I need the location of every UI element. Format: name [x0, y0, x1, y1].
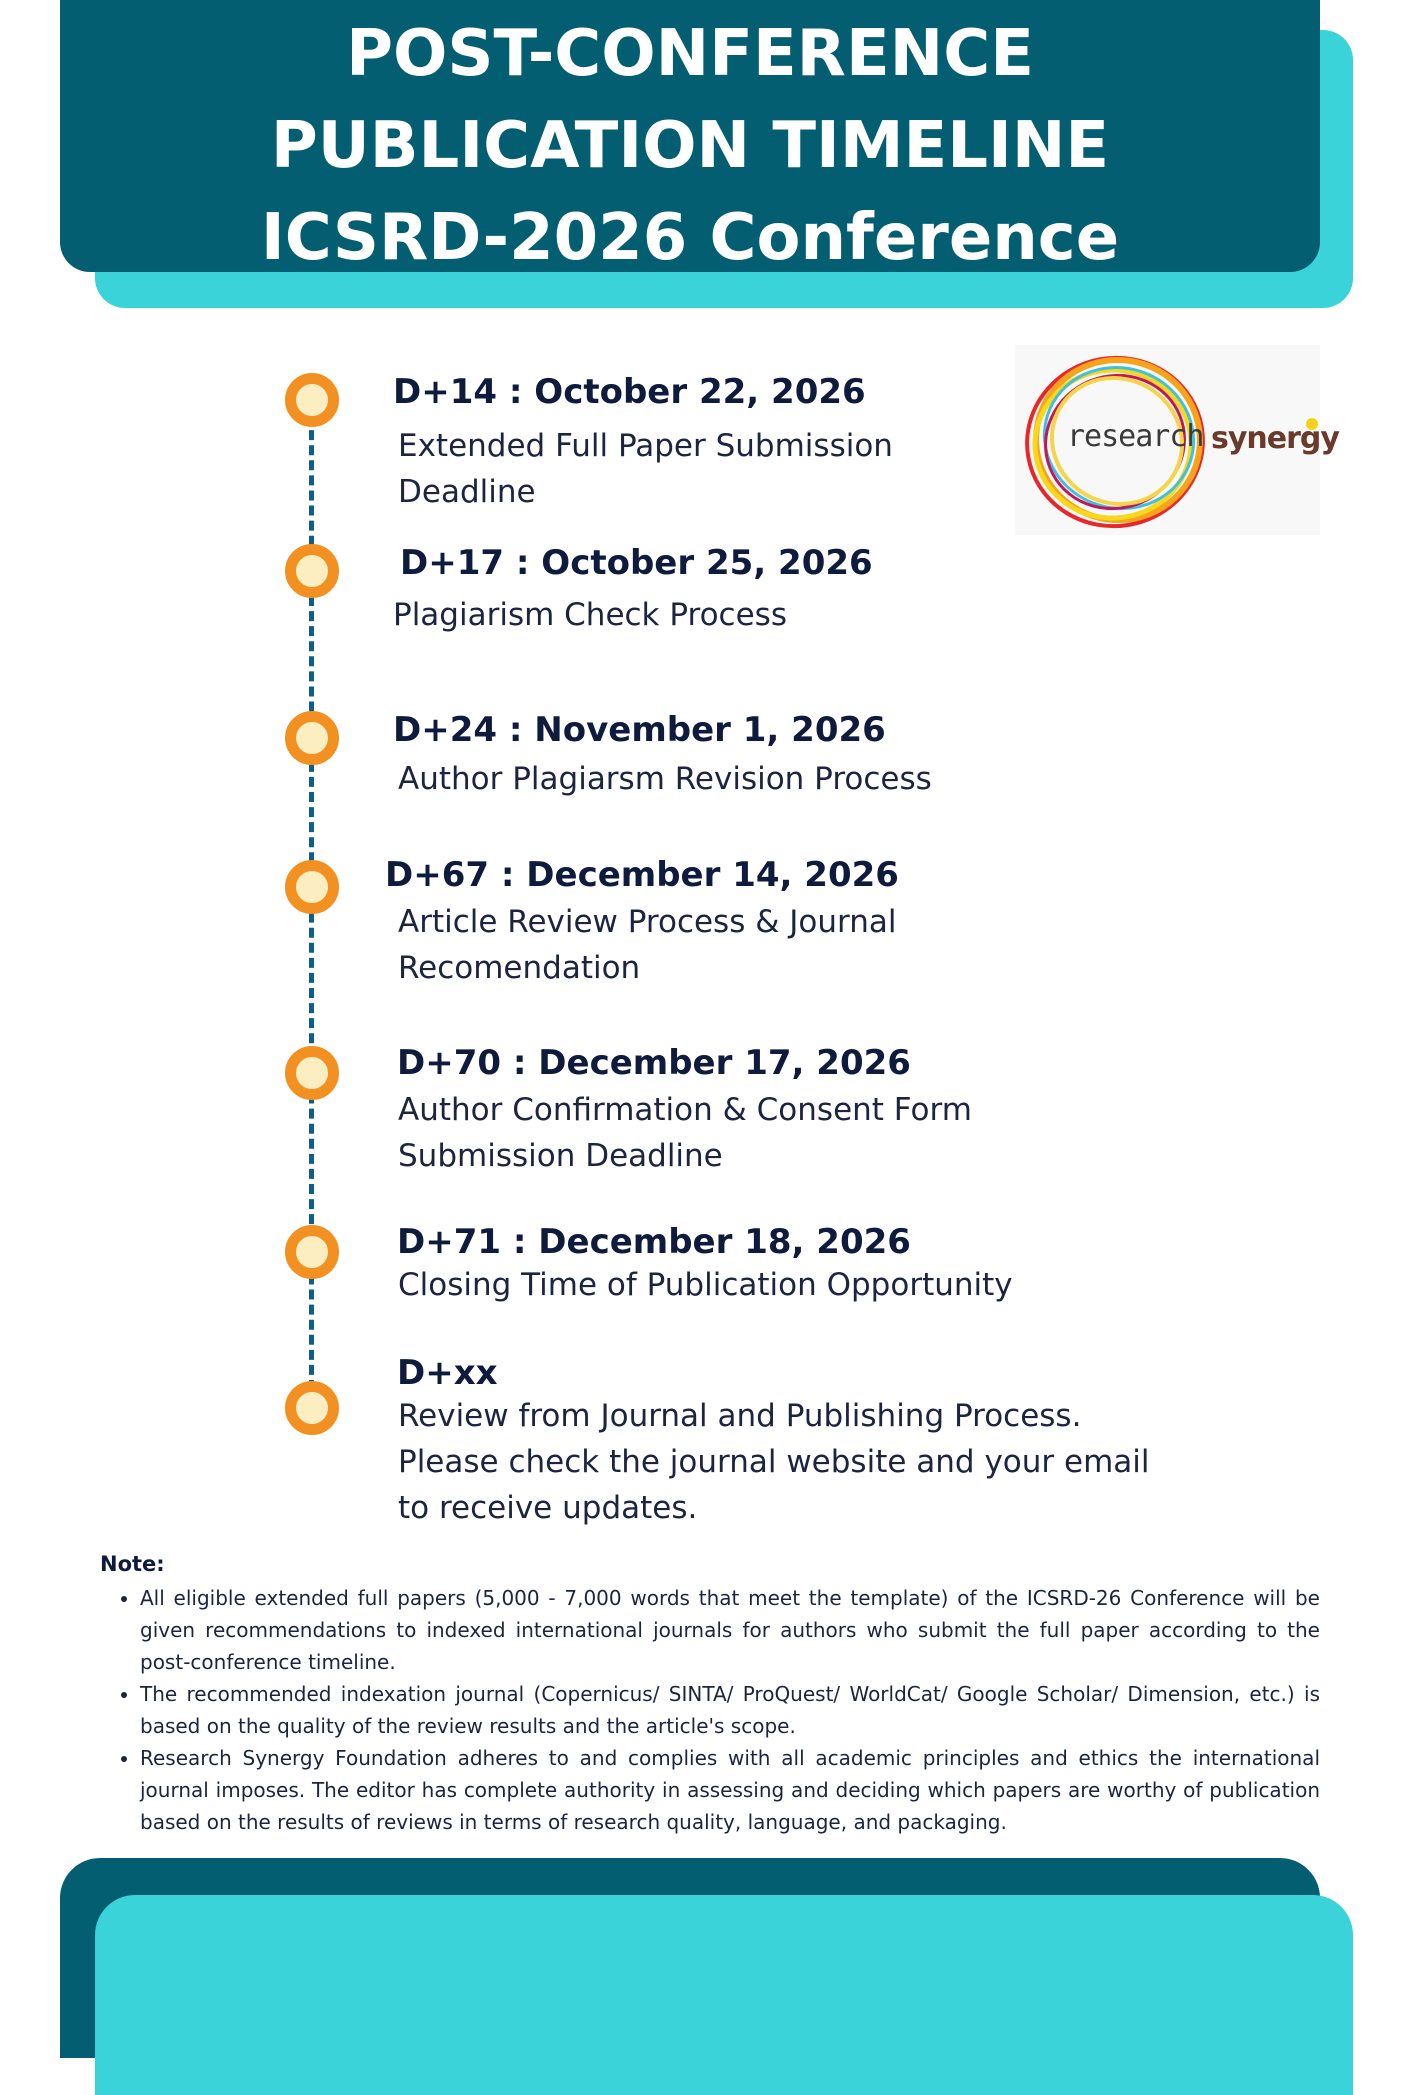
timeline-desc: Author Plagiarsm Revision Process: [398, 761, 932, 797]
note-item: • All eligible extended full papers (5,000 - 7,000 words that meet the template) of the ICSRD-26 Conference will be given recommendations to indexed international journals for authors who submit the full paper according to the post-conference timeline.: [140, 1582, 1320, 1678]
note-item: • The recommended indexation journal (Copernicus/ SINTA/ ProQuest/ WorldCat/ Google Scholar/ Dimension, etc.) is based on the quality of the review results and the article's scope.: [140, 1678, 1320, 1742]
logo-word-research: research: [1067, 419, 1204, 454]
note-item: • Research Synergy Foundation adheres to and complies with all academic principles and ethics the international journal imposes. The editor has complete authority in assessing and deciding which papers are worthy of publication based on the results of reviews in terms of research quality, language, and packaging.: [140, 1742, 1320, 1838]
timeline-date: D+17 : October 25, 2026: [400, 543, 873, 583]
timeline-dot-icon: [285, 860, 339, 914]
title-line-1: POST-CONFERENCE: [346, 17, 1034, 91]
timeline-desc: Extended Full Paper Submission Deadline: [398, 428, 893, 510]
timeline-desc: Review from Journal and Publishing Process. Please check the journal website and your email to receive updates.: [398, 1398, 1150, 1526]
timeline-date: D+70 : December 17, 2026: [397, 1043, 911, 1083]
timeline-desc: Author Confirmation & Consent Form Submission Deadline: [398, 1092, 972, 1174]
title-line-3: ICSRD-2026 Conference: [260, 201, 1120, 275]
timeline-desc: Closing Time of Publication Opportunity: [398, 1267, 1013, 1303]
note-list: [100, 1582, 1320, 1838]
timeline-dot-icon: [285, 544, 339, 598]
footer-accent-band: [95, 1895, 1353, 2095]
timeline-dot-icon: [285, 1381, 339, 1435]
timeline-desc: Plagiarism Check Process: [393, 597, 787, 633]
timeline-dot-icon: [285, 1046, 339, 1100]
timeline-date: D+67 : December 14, 2026: [385, 855, 899, 895]
timeline-desc: Article Review Process & Journal Recomendation: [398, 904, 897, 986]
note-heading: Note:: [100, 1552, 165, 1576]
title-line-2: PUBLICATION TIMELINE: [270, 109, 1110, 183]
logo-word-synergy: synergy: [1211, 421, 1339, 456]
timeline-dot-icon: [285, 711, 339, 765]
timeline-date: D+14 : October 22, 2026: [393, 372, 866, 412]
research-synergy-logo: [1015, 345, 1339, 535]
page-title: [60, 8, 1320, 284]
timeline-dot-icon: [285, 1225, 339, 1279]
timeline-dot-icon: [285, 373, 339, 427]
timeline-date: D+71 : December 18, 2026: [397, 1222, 911, 1262]
timeline-date: D+24 : November 1, 2026: [393, 710, 886, 750]
timeline-date: D+xx: [397, 1353, 498, 1393]
